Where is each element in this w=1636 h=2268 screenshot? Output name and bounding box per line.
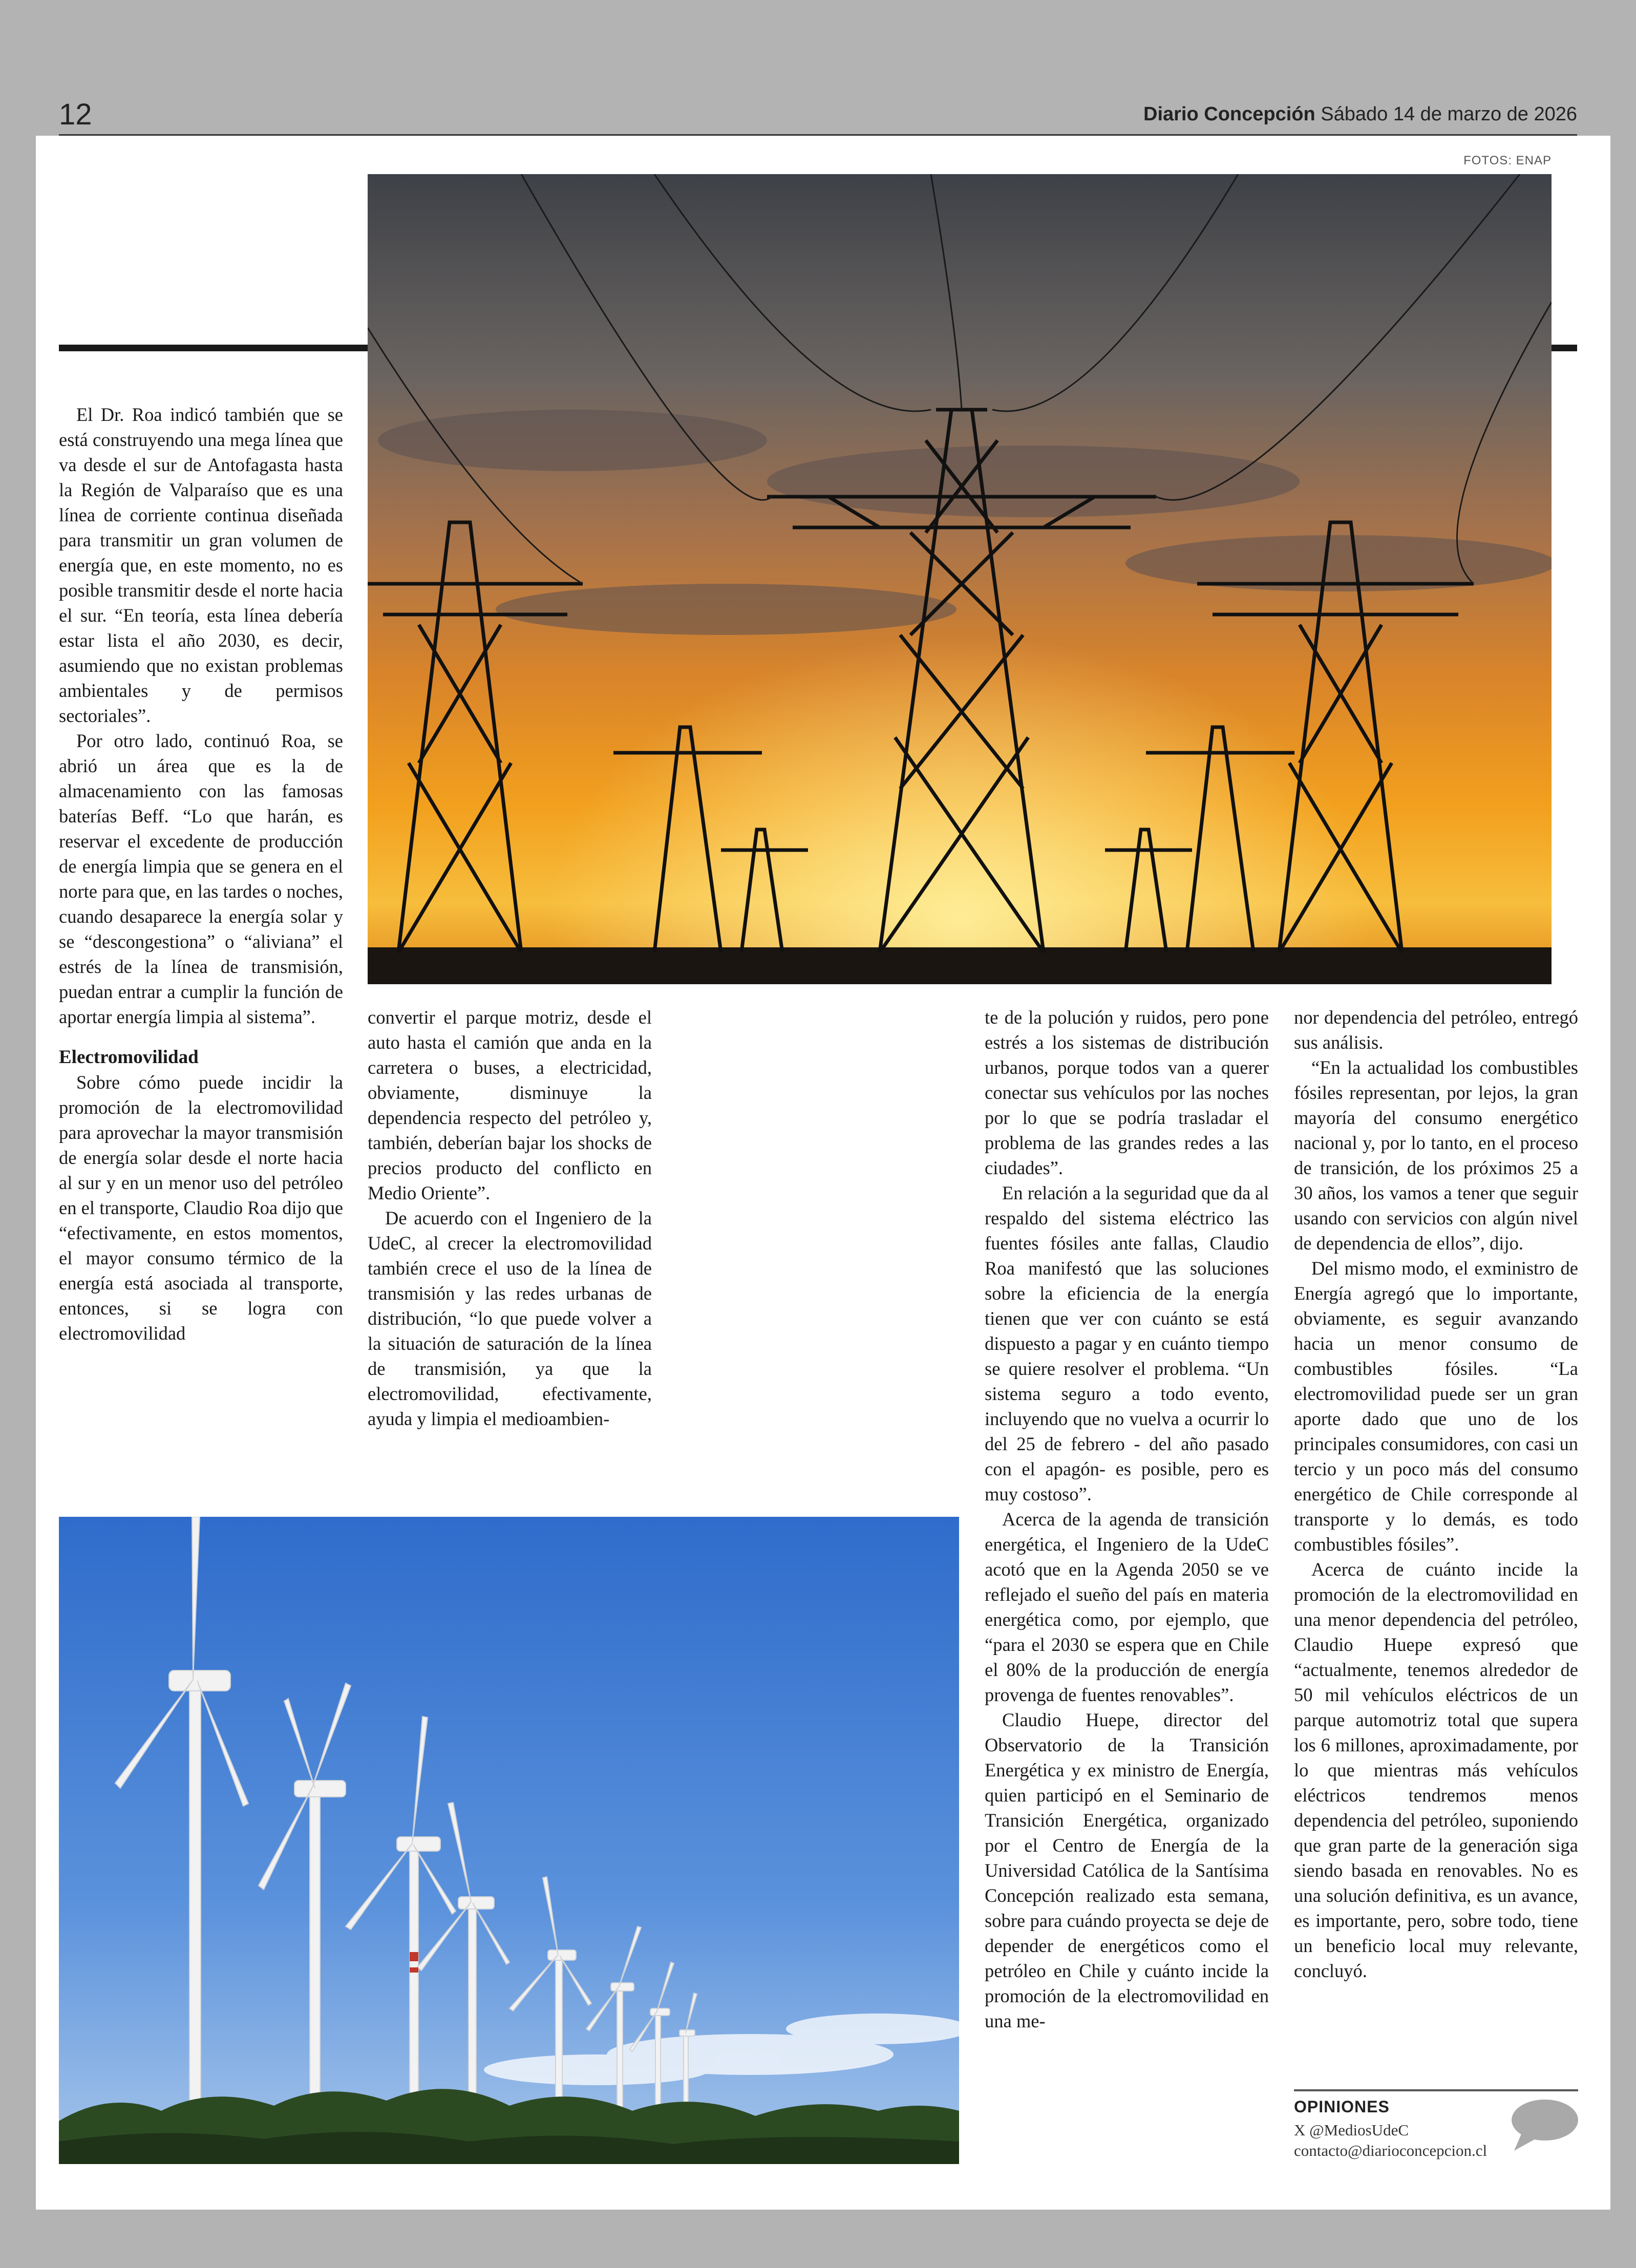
paragraph: En relación a la seguridad que da al respaldo del sistema eléctrico las fuentes fósiles ante fallas, Claudio Roa manifestó que las soluciones sobre la eficiencia de la energía tienen que ver con cuánto se está dispuesto a pagar y en cuánto tiempo se quiere resolver el problema. “Un sistema seguro a todo evento, incluyendo que no vuelva a ocurrir lo del 25 de febrero - del año pasado con el apagón- es posible, pero es muy costoso”.: [985, 1182, 1269, 1504]
masthead: [1143, 103, 1577, 125]
paragraph: convertir el parque motriz, desde el auto hasta el camión que anda en la carretera o buses, a electricidad, obviamente, disminuye la dependencia respecto del petróleo y, también, deberían bajar los shocks de precios producto del conflicto en Medio Oriente”.: [368, 1007, 652, 1203]
wind-turbines-photo: [59, 1517, 959, 2164]
paragraph: Acerca de cuánto incide la promoción de la electromovilidad en una menor dependencia del petróleo, Claudio Huepe expresó que “actualmente, tenemos alrededor de 50 mil vehículos eléctricos de un parque automotriz total que supera los 6 millones, aproximadamente, por lo que mientras más vehículos eléctricos tendremos menos dependencia del petróleo, suponiendo que gran parte de la generación siga siendo basada en renovables. No es una solución definitiva, es un avance, es importante, pero, sobre todo, tiene un beneficio local muy relevante, concluyó.: [1294, 1559, 1578, 1981]
opinion-rule: [1294, 2089, 1578, 2091]
article-column-2: [368, 1005, 652, 1431]
article-column-1: [59, 402, 343, 1346]
issue-date: Sábado 14 de marzo de 2026: [1321, 103, 1577, 125]
speech-bubble-icon: [1509, 2097, 1578, 2153]
article-column-4: [1294, 1005, 1578, 1983]
section-rule-left: [59, 345, 368, 351]
newspaper-name: Diario Concepción: [1143, 103, 1315, 125]
article-column-3: [985, 1005, 1269, 2033]
paragraph: Sobre cómo puede incidir la promoción de la electromovilidad para aprovechar la mayor transmisión de energía solar desde el norte hacia al sur y en un menor uso del petróleo en el transporte, Claudio Roa dijo que “efectivamente, en estos momentos, el mayor consumo térmico de la energía está asociada al transporte, entonces, si se logra con electromovilidad: [59, 1072, 343, 1344]
paragraph: “En la actualidad los combustibles fósiles representan, por lejos, la gran mayoría del consumo energético nacional y, por lo tanto, en el proceso de transición, de los próximos 25 a 30 años, los vamos a tener que seguir usando con servicios con algún nivel de dependencia de ellos”, dijo.: [1294, 1057, 1578, 1254]
social-handle[interactable]: X @MediosUdeC: [1294, 2121, 1409, 2139]
paragraph: nor dependencia del petróleo, entregó sus análisis.: [1294, 1007, 1578, 1053]
section-rule-right: [1552, 345, 1577, 351]
page-header: [36, 97, 1577, 134]
paragraph: Acerca de la agenda de transición energética, el Ingeniero de la UdeC acotó que en la Agenda 2050 se ve reflejado el sueño del país en materia energética como, por ejemplo, que “para el 2030 se espera que en Chile el 80% de la producción de energía provenga de fuentes renovables”.: [985, 1509, 1269, 1705]
page-number: 12: [59, 98, 92, 131]
contact-email[interactable]: contacto@diarioconcepcion.cl: [1294, 2142, 1488, 2159]
power-towers-photo: [368, 174, 1552, 984]
opinion-title: OPINIONES: [1294, 2097, 1390, 2116]
photo-credit: FOTOS: ENAP: [1463, 154, 1552, 167]
paragraph: El Dr. Roa indicó también que se está construyendo una mega línea que va desde el sur de Antofagasta hasta la Región de Valparaíso que es una línea de corriente continua diseñada para transmitir un gran volumen de energía que, en este momento, no es posible transmitir desde el norte hacia el sur. “En teoría, esta línea debería estar lista el año 2030, es decir, asumiendo que no existan problemas ambientales y de permisos sectoriales”.: [59, 404, 343, 726]
paragraph: De acuerdo con el Ingeniero de la UdeC, al crecer la electromovilidad también crece el uso de la línea de transmisión y las redes urbanas de distribución, “lo que puede volver a la situación de saturación de la línea de transmisión, ya que la electromovilidad, efectivamente, ayuda y limpia el medioambien-: [368, 1207, 652, 1429]
paragraph: Claudio Huepe, director del Observatorio de la Transición Energética y ex ministro de Energía, quien participó en el Seminario de Transición Energética, organizado por el Centro de Energía de la Universidad Católica de la Santísima Concepción realizado esta semana, sobre para cuándo proyecta se deje de depender de energéticos como el petróleo en Chile y cuánto incide la promoción de la electromovilidad en una me-: [985, 1709, 1269, 2031]
paragraph: Por otro lado, continuó Roa, se abrió un área que es la de almacenamiento con las famosas baterías Beff. “Lo que harán, es reservar el excedente de producción de energía limpia que se genera en el norte para que, en las tardes o noches, cuando desaparece la energía solar y se “descongestiona” o “aliviana” el estrés de la línea de transmisión, puedan entrar a cumplir la función de aportar energía limpia al sistema”.: [59, 730, 343, 1027]
subheading-electromovilidad: Electromovilidad: [59, 1047, 199, 1068]
paragraph: te de la polución y ruidos, pero pone estrés a los sistemas de distribución urbanos, porque todos van a querer conectar sus vehículos por las noches por lo que se podría trasladar el problema de las grandes redes a las ciudades”.: [985, 1007, 1269, 1178]
header-rule: [59, 134, 1577, 136]
paragraph: Del mismo modo, el exministro de Energía agregó que lo importante, obviamente, es seguir avanzando hacia un menor consumo de combustibles fósiles. “La electromovilidad puede ser un gran aporte dado que uno de los principales consumidores, con casi un tercio y un poco más del consumo energético de Chile corresponde al transporte y lo demás, es todo combustibles fósiles”.: [1294, 1258, 1578, 1555]
